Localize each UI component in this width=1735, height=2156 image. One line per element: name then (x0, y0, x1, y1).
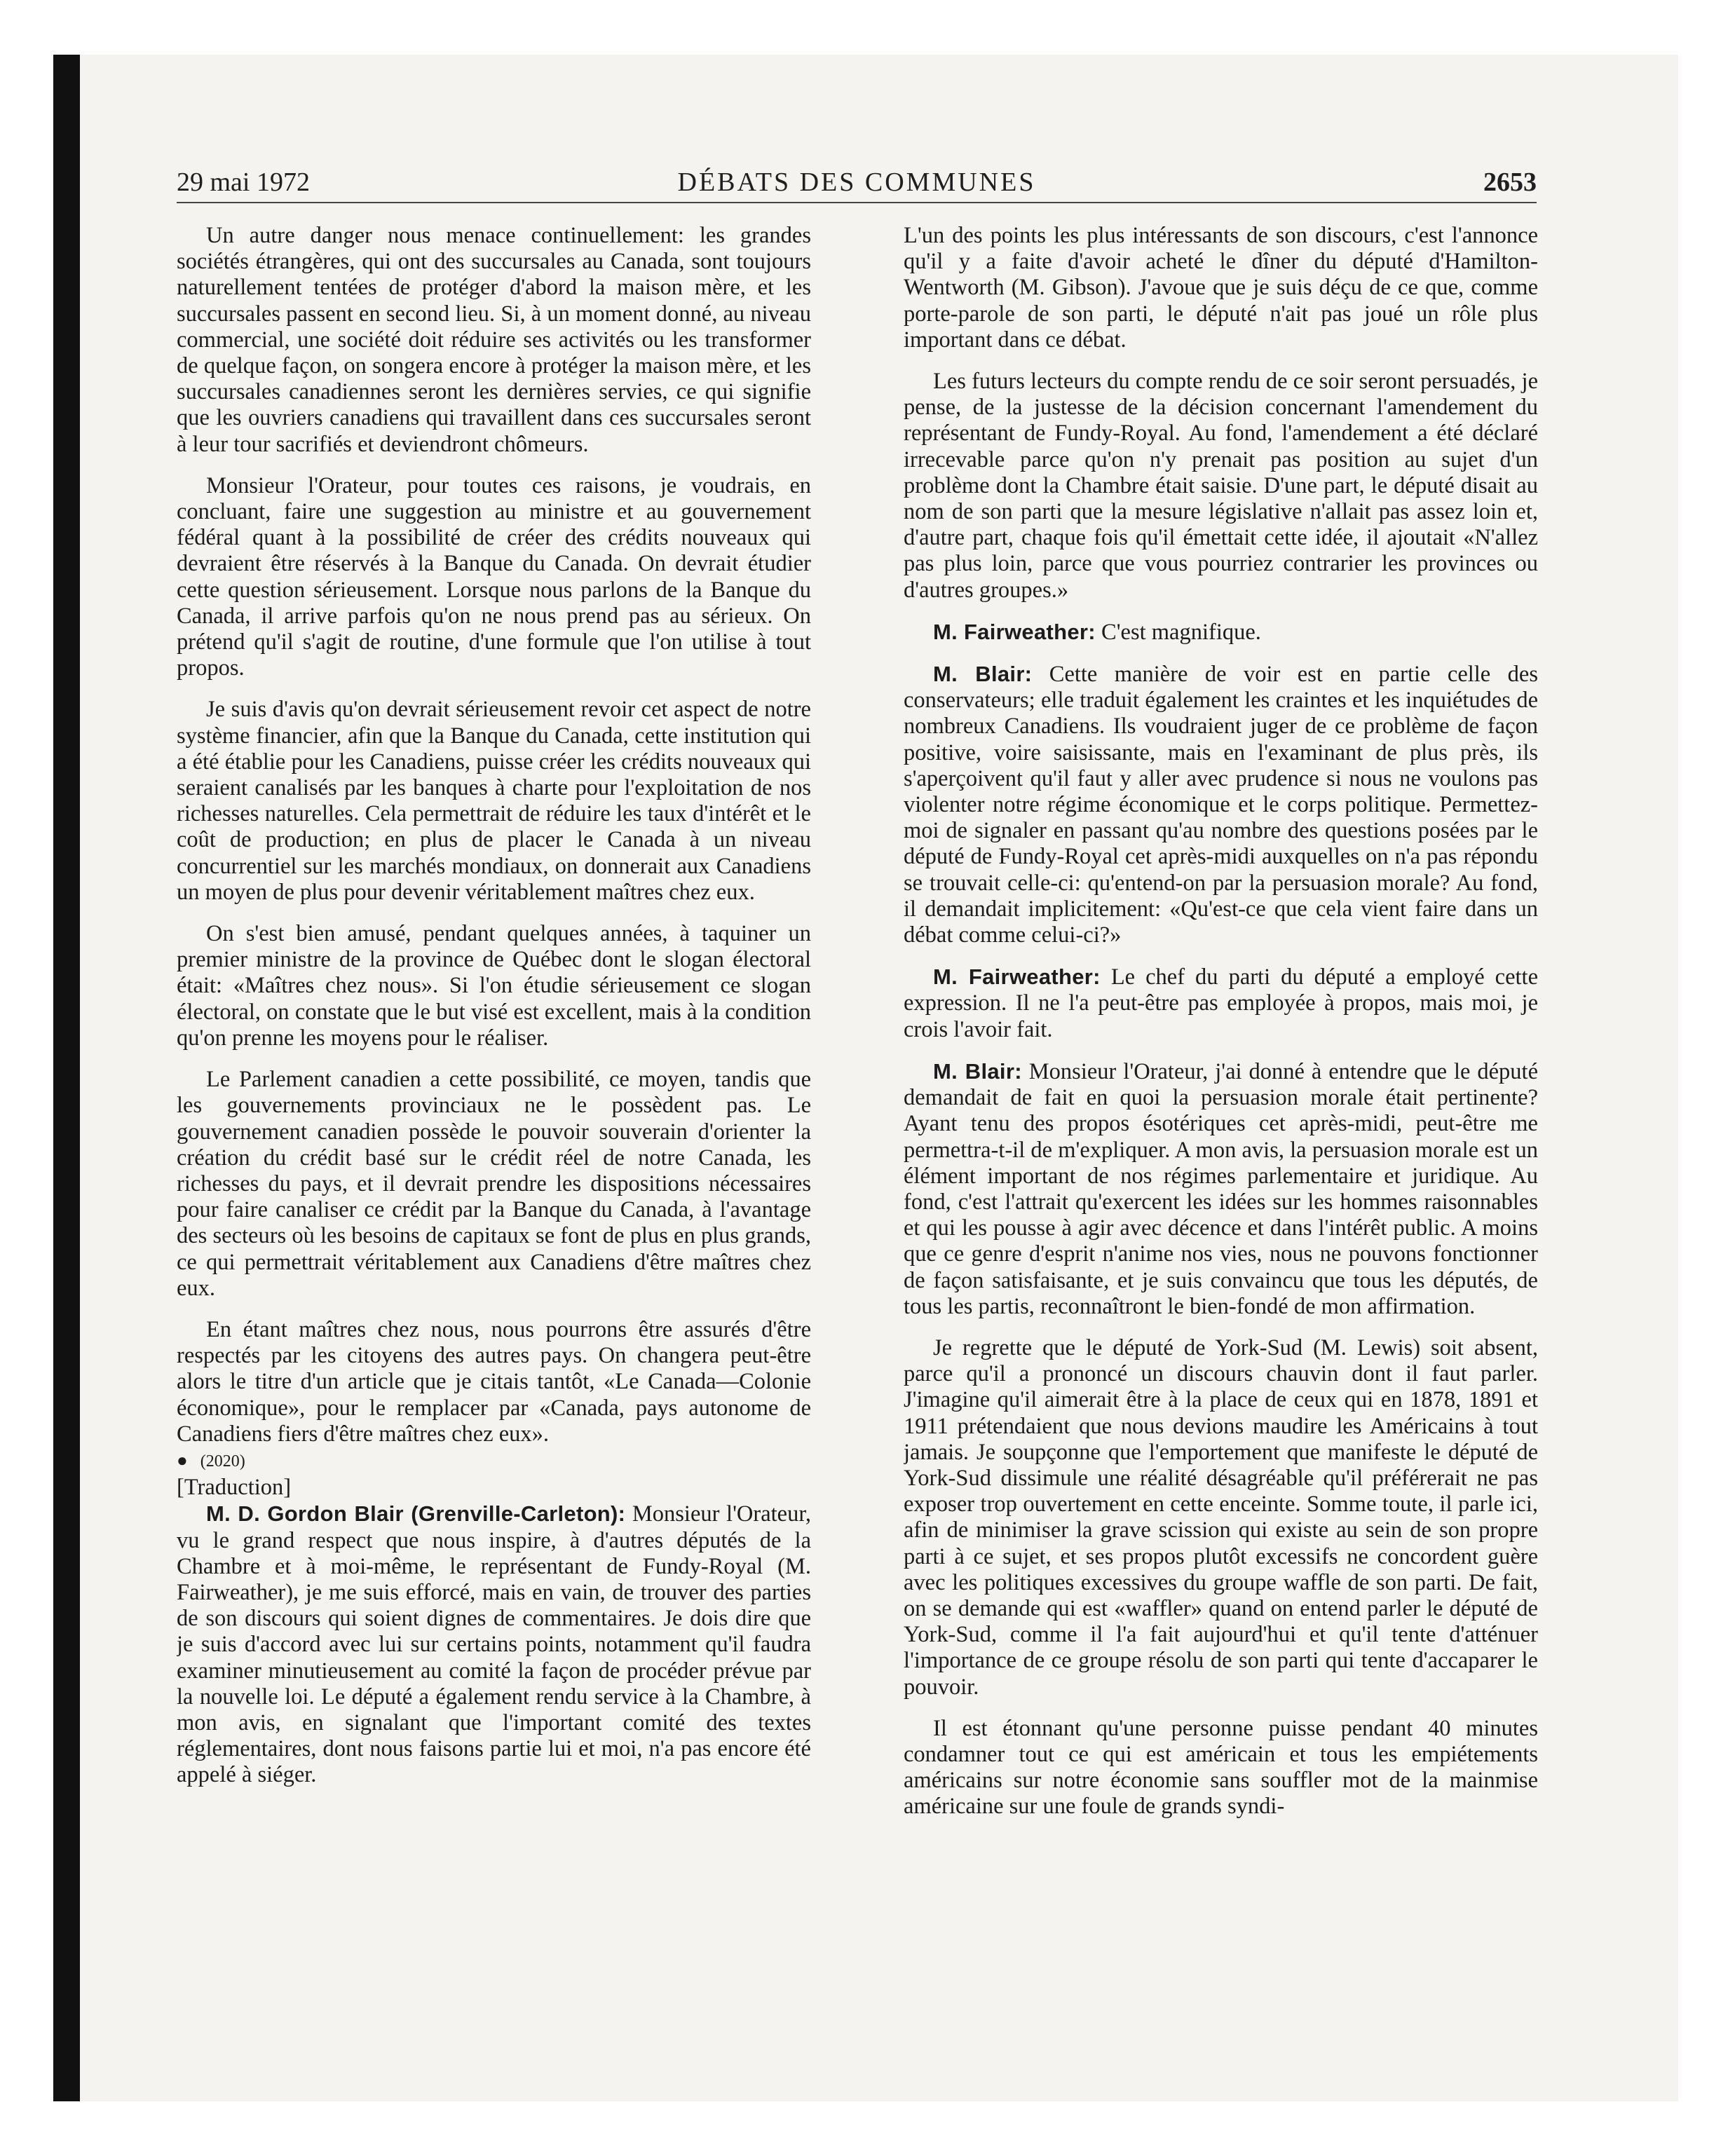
header-page-number: 2653 (1483, 168, 1537, 197)
scan-margin (0, 0, 53, 2156)
speech-text: C'est magnifique. (1101, 619, 1261, 645)
time-marker-text: (2020) (200, 1452, 245, 1471)
paragraph: Le Parlement canadien a cette possibilité, ce moyen, tandis que les gouvernements provinciaux ne le possèdent pas. Le gouvernement canadien possède le pouvoir souverain d'orienter la création du crédit basé sur le crédit réel de notre Canada, les richesses du pays, et il devrait prendre les dispositions nécessaires pour faire canaliser ce crédit par la Banque du Canada, à l'avantage des secteurs où les besoins de capitaux se font de plus en plus grands, ce qui permettrait véritablement aux Canadiens d'être maîtres chez eux. (177, 1067, 811, 1301)
speech-paragraph (904, 661, 1538, 948)
speech-paragraph (904, 964, 1538, 1043)
paragraph: Il est étonnant qu'une personne puisse pendant 40 minutes condamner tout ce qui est américain et tous les empiétements américains sur notre économie sans souffler mot de la mainmise américaine sur une foule de grands syndi- (904, 1715, 1538, 1820)
speaker-name: M. Fairweather: (933, 619, 1096, 644)
scan-binding-edge (53, 55, 80, 2101)
speaker-name: M. Blair: (933, 1058, 1022, 1084)
speaker-name: M. Fairweather: (933, 964, 1101, 990)
header-title: DÉBATS DES COMMUNES (677, 168, 1036, 197)
speaker-name: M. D. Gordon Blair (Grenville-Carleton): (206, 1501, 626, 1527)
speech-text: Le chef du parti du député a employé cette expression. Il ne l'a peut-être pas employée à propos, mais moi, je crois l'avoir fait. (904, 964, 1538, 1042)
speech-text: Monsieur l'Orateur, j'ai donné à entendre que le député demandait de fait en quoi la persuasion morale était pertinente? Ayant tenu des propos ésotériques cet après-midi, peut-être me permettra-t-il de m'expliquer. A mon avis, la persuasion morale est un élément important de nos régimes parlementaire et juridique. Au fond, c'est l'attrait qu'exercent les idées sur les hommes raisonnables et qui les pousse à agir avec décence et dans l'intérêt public. A moins que ce genre d'esprit n'anime nos vies, nous ne pouvons fonctionner de façon satisfaisante, et je suis convaincu que tous les députés, de tous les partis, reconnaîtront le bien-fondé de mon affirmation. (904, 1058, 1538, 1319)
speech-paragraph (904, 1058, 1538, 1320)
speech-paragraph (177, 1501, 811, 1788)
time-marker (177, 1447, 811, 1475)
document-page (80, 55, 1678, 2101)
translation-label: [Traduction] (177, 1475, 292, 1501)
speaker-name: M. Blair: (933, 662, 1033, 687)
page-header (177, 153, 1537, 203)
speech-text: Monsieur l'Orateur, vu le grand respect que nous inspire, à d'autres députés de la Chambre et à moi-même, le représentant de Fundy-Royal (M. Fairweather), je me suis efforcé, mais en vain, de trouver des parties de son discours qui soient dignes de commentaires. Je dois dire que je suis d'accord avec lui sur certains points, notamment qu'il faudra examiner minutieusement au comité la façon de procéder prévue par la nouvelle loi. Le député a également rendu service à la Chambre, à mon avis, en signalant que l'important comité des textes réglementaires, dont nous faisons partie lui et moi, n'a pas encore été appelé à siéger. (177, 1501, 811, 1788)
paragraph: Je regrette que le député de York-Sud (M. Lewis) soit absent, parce qu'il a prononcé un discours chauvin dont il faut parler. J'imagine qu'il aimerait être à la place de ceux qui en 1878, 1891 et 1911 prétendaient que nous devions maudire les Américains à tout jamais. Je soupçonne que l'emportement que manifeste le député de York-Sud dissimule une réalité désagréable qu'il préférerait ne pas exposer trop ouvertement en cette enceinte. Somme toute, il parle ici, afin de minimiser la grave scission qui existe au sein de son propre parti à ce sujet, et ses propos plutôt excessifs ne concordent guère avec les politiques excessives du groupe waffle de son parti. De fait, on se demande qui est «waffler» quand on entend parler le député de York-Sud, comme il l'a fait aujourd'hui et qu'il tente d'atténuer l'importance de ce groupe résolu de son parti qui tente d'accaparer le pouvoir. (904, 1335, 1538, 1700)
bullet-icon: ● (177, 1449, 188, 1471)
paragraph: Un autre danger nous menace continuellement: les grandes sociétés étrangères, qui ont des succursales au Canada, sont toujours naturellement tentées de protéger d'abord la maison mère, et les succursales passent en second lieu. Si, à un moment donné, au niveau commercial, une société doit réduire ses activités ou les transformer de quelque façon, on songera encore à protéger la maison mère, et les succursales canadiennes seront les dernières servies, ce qui signifie que les ouvriers canadiens qui travaillent dans ces succursales seront à leur tour sacrifiés et deviendront chômeurs. (177, 223, 811, 457)
paragraph: L'un des points les plus intéressants de son discours, c'est l'annonce qu'il y a faite d'avoir acheté le dîner du député d'Hamilton-Wentworth (M. Gibson). J'avoue que je suis déçu de ce que, comme porte-parole de son parti, le député n'ait pas joué un rôle plus important dans ce débat. (904, 223, 1538, 353)
paragraph: Monsieur l'Orateur, pour toutes ces raisons, je voudrais, en concluant, faire une suggestion au ministre et au gouvernement fédéral quant à la possibilité de créer des crédits nouveaux qui devraient être réservés à la Banque du Canada. On devrait étudier cette question sérieusement. Lorsque nous parlons de la Banque du Canada, il arrive parfois qu'on ne nous prend pas au sérieux. On prétend qu'il s'agit de routine, d'une formule que l'on utilise à tout propos. (177, 472, 811, 681)
paragraph: Je suis d'avis qu'on devrait sérieusement revoir cet aspect de notre système financier, afin que la Banque du Canada, cette institution qui a été établie pour les Canadiens, puisse créer les crédits nouveaux qui seraient canalisés par les banques à charte pour l'exploitation de nos richesses naturelles. Cela permettrait de réduire les taux d'intérêt et le coût de production; en plus de placer le Canada à un niveau concurrentiel sur les marchés mondiaux, on donnerait aux Canadiens un moyen de plus pour devenir véritablement maîtres chez eux. (177, 697, 811, 905)
speech-text: Cette manière de voir est en partie celle des conservateurs; elle traduit également les craintes et les inquiétudes de nombreux Canadiens. Ils voudraient juger de ce problème de façon positive, voire saisissante, mais en l'examinant de plus près, ils s'aperçoivent qu'il faut y aller avec prudence si nous ne voulons pas violenter notre régime économique et le corps politique. Permettez-moi de signaler en passant qu'au nombre des questions posées par le député de Fundy-Royal cet après-midi auxquelles on n'a pas répondu se trouvait celle-ci: qu'entend-on par la persuasion morale? Au fond, il demandait implicitement: «Qu'est-ce que cela vient faire dans un débat comme celui-ci?» (904, 662, 1538, 948)
header-date: 29 mai 1972 (177, 168, 310, 197)
right-column (904, 223, 1538, 2017)
left-column (177, 223, 811, 2017)
paragraph: Les futurs lecteurs du compte rendu de ce soir seront persuadés, je pense, de la justesse de la décision concernant l'amendement du représentant de Fundy-Royal. Au fond, l'amendement a été déclaré irrecevable parce qu'on n'y prenait pas position au sujet d'un problème dont la Chambre était saisie. D'une part, le député disait au nom de son parti que la mesure législative n'allait pas assez loin et, d'autre part, chaque fois qu'il émettait cette idée, il ajoutait «N'allez pas plus loin, parce que vous pourriez contrarier les provinces ou d'autres groupes.» (904, 369, 1538, 603)
paragraph: On s'est bien amusé, pendant quelques années, à taquiner un premier ministre de la province de Québec dont le slogan électoral était: «Maîtres chez nous». Si l'on étudie sérieusement ce slogan électoral, on constate que le but visé est excellent, mais à la condition qu'on prenne les moyens pour le réaliser. (177, 921, 811, 1051)
paragraph: En étant maîtres chez nous, nous pourrons être assurés d'être respectés par les citoyens des autres pays. On changera peut-être alors le titre d'un article que je citais tantôt, «Le Canada—Colonie économique», pour le remplacer par «Canada, pays autonome de Canadiens fiers d'être maîtres chez eux». (177, 1316, 811, 1447)
speech-paragraph (904, 619, 1538, 646)
